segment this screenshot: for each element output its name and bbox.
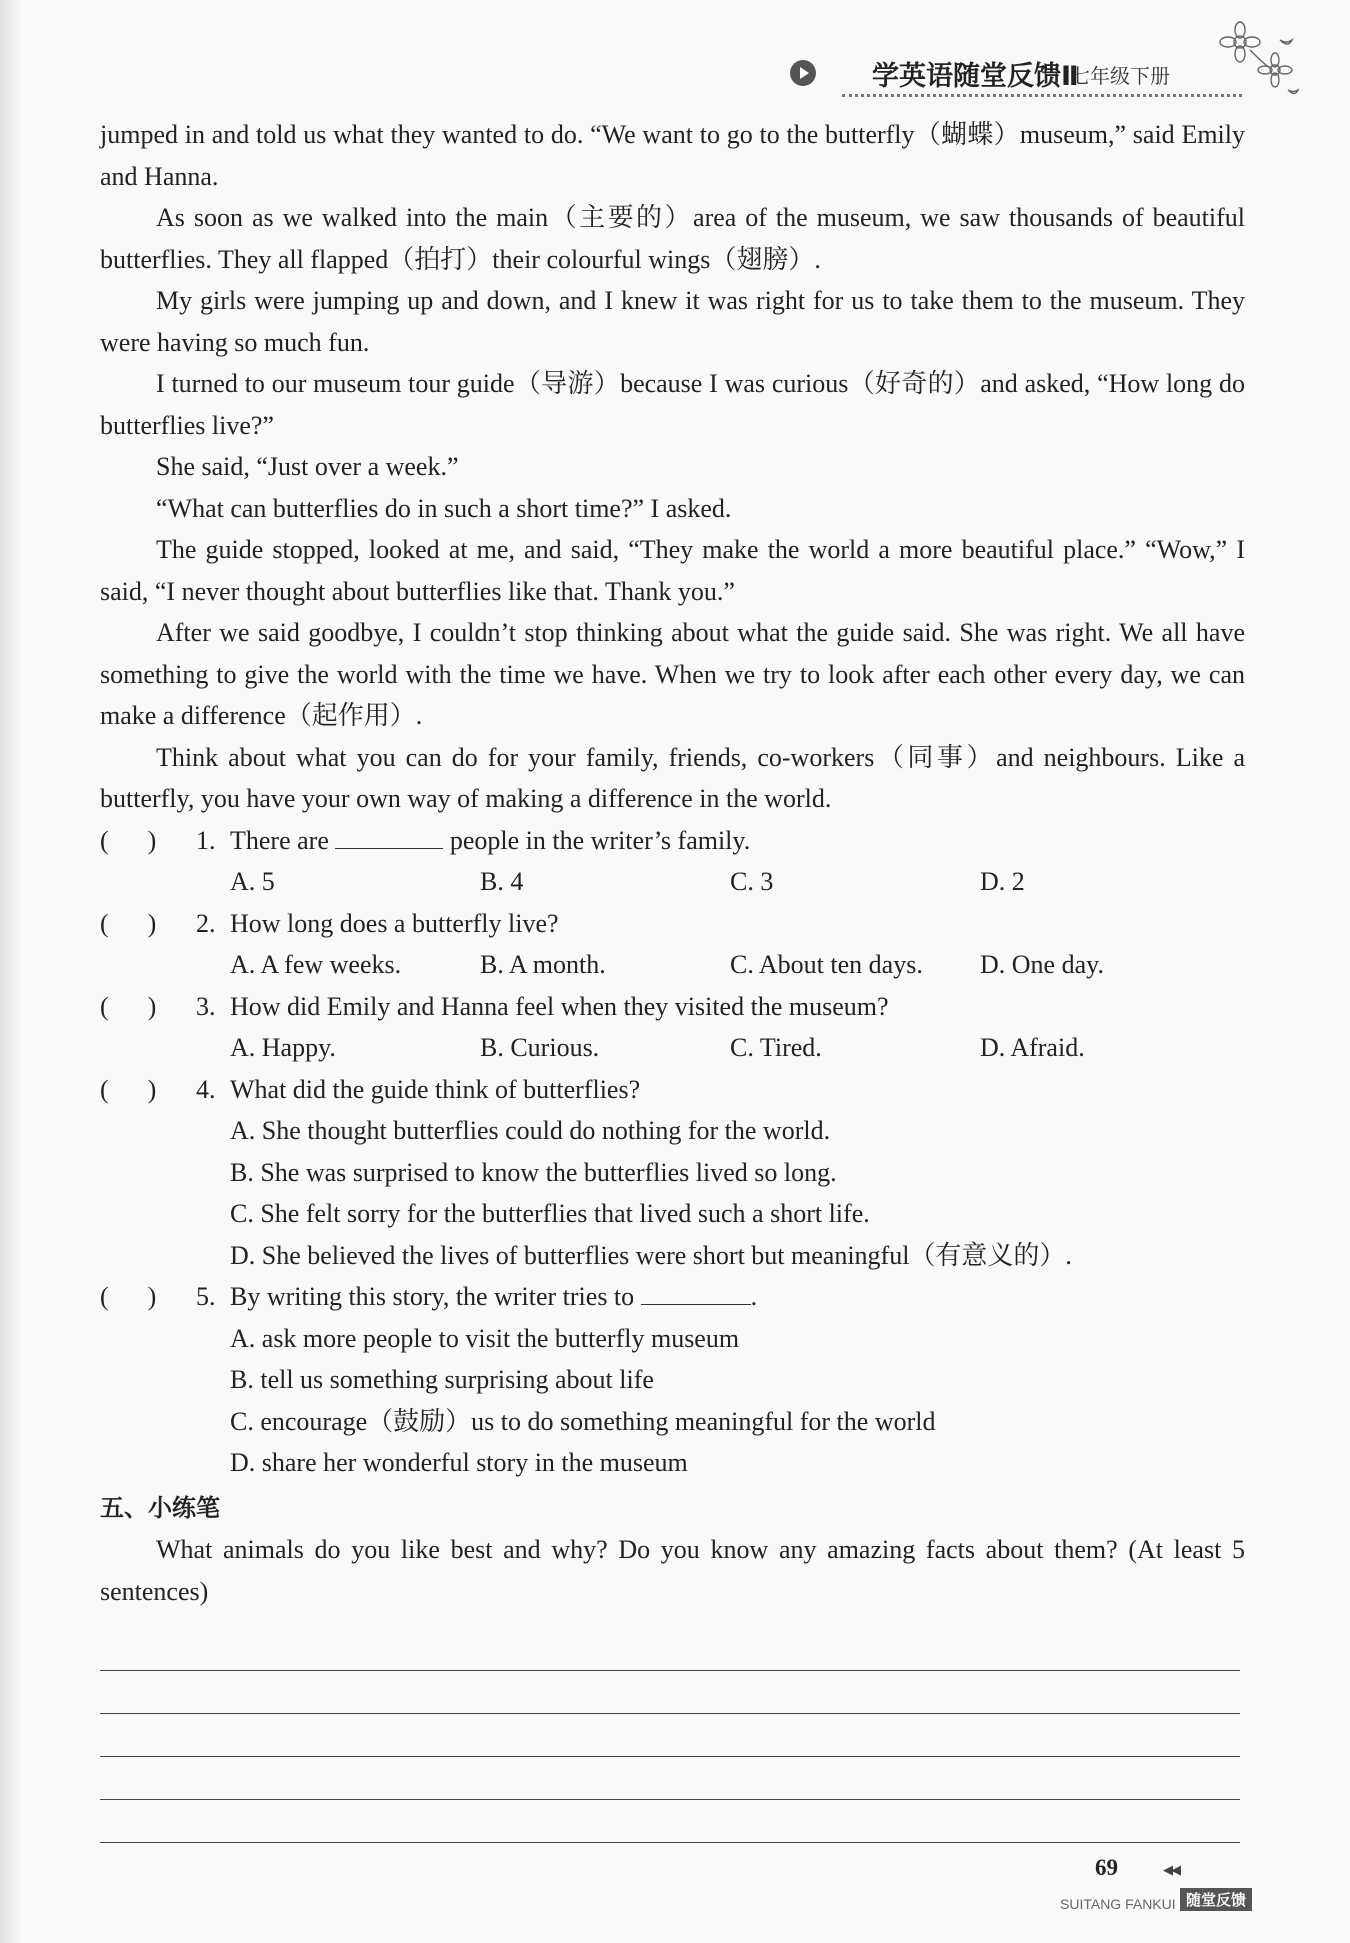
writing-line[interactable] [100, 1802, 1240, 1843]
passage-paragraph: jumped in and told us what they wanted to do. “We want to go to the butterfly（蝴蝶）museum,” said Emily and Hanna. [100, 120, 1245, 191]
answer-parentheses[interactable]: ( ) [100, 1074, 157, 1104]
question-stem [230, 820, 750, 862]
question-1 [100, 820, 1245, 862]
option-b: B. Curious. [480, 1033, 600, 1062]
passage-paragraph: I turned to our museum tour guide（导游）because I was curious（好奇的）and asked, “How long do butterflies live?” [100, 369, 1245, 440]
answer-blank[interactable] [335, 822, 443, 849]
question-stem-start: There are [230, 825, 329, 855]
passage-paragraph: Think about what you can do for your family, friends, co-workers（同事）and neighbours. Like a butterfly, you have your own way of making a difference in the world. [100, 742, 1245, 813]
option-a: A. A few weeks. [230, 950, 402, 979]
answer-parentheses[interactable]: ( ) [100, 908, 157, 938]
option-c: C. 3 [730, 867, 774, 896]
option-b: B. She was surprised to know the butterflies lived so long. [230, 1157, 837, 1187]
question-number: 3. [196, 991, 216, 1021]
question-5 [100, 1276, 1245, 1318]
option-a: A. Happy. [230, 1033, 336, 1062]
page-header [790, 50, 1260, 100]
writing-area[interactable] [100, 1630, 1245, 1843]
option-a: A. She thought butterflies could do nothing for the world. [230, 1116, 831, 1145]
footer-brand-cn: 随堂反馈 [1180, 1888, 1252, 1911]
passage-paragraph: “What can butterflies do in such a short time?” I asked. [156, 493, 732, 523]
question-number: 1. [196, 825, 216, 855]
writing-line[interactable] [100, 1673, 1240, 1714]
option-a: A. ask more people to visit the butterfly museum [230, 1323, 740, 1353]
option-b: B. 4 [480, 867, 524, 896]
writing-line[interactable] [100, 1759, 1240, 1800]
answer-blank[interactable] [641, 1278, 751, 1305]
question-2-options [100, 944, 1245, 986]
main-content [100, 114, 1245, 1845]
writing-prompt: What animals do you like best and why? Do you know any amazing facts about them? (At least 5 sentences) [100, 1535, 1245, 1606]
arrow-icon: ◀◀ [1163, 1862, 1179, 1877]
question-3-options [100, 1027, 1245, 1069]
question-stem-end: people in the writer’s family. [449, 825, 751, 855]
option-c: C. encourage（鼓励）us to do something meaningful for the world [230, 1406, 936, 1436]
page-number: 69 [1095, 1855, 1118, 1880]
question-2 [100, 903, 1245, 945]
option-d: D. She believed the lives of butterflies were short but meaningful（有意义的）. [230, 1240, 1072, 1270]
passage-paragraph: She said, “Just over a week.” [156, 452, 459, 481]
writing-line[interactable] [100, 1630, 1240, 1671]
option-a: A. 5 [230, 867, 275, 896]
question-stem-start: By writing this story, the writer tries to [230, 1282, 635, 1311]
flower-icon [1210, 20, 1310, 110]
question-stem: What did the guide think of butterflies? [230, 1074, 641, 1104]
question-number: 4. [196, 1074, 216, 1104]
question-stem: How long does a butterfly live? [230, 908, 559, 938]
option-c: C. Tired. [730, 1033, 822, 1062]
header-title: 学英语随堂反馈Ⅱ [872, 61, 1079, 92]
question-number: 5. [196, 1282, 216, 1311]
question-stem: How did Emily and Hanna feel when they visited the museum? [230, 991, 889, 1021]
header-divider [842, 94, 1242, 97]
option-c: C. About ten days. [730, 950, 923, 979]
answer-parentheses[interactable]: ( ) [100, 825, 157, 855]
question-1-options [100, 861, 1245, 903]
question-stem [230, 1276, 757, 1318]
passage-paragraph: My girls were jumping up and down, and I knew it was right for us to take them to the museum. They were having so much fun. [100, 286, 1245, 357]
option-d: D. 2 [980, 867, 1025, 896]
option-d: D. One day. [980, 950, 1104, 979]
answer-parentheses[interactable]: ( ) [100, 1282, 157, 1311]
header-subtitle: 七年级下册 [1070, 64, 1170, 88]
section-title: 五、小练笔 [100, 1493, 220, 1522]
play-icon [790, 60, 816, 86]
question-stem-end: . [750, 1282, 758, 1311]
writing-line[interactable] [100, 1716, 1240, 1757]
option-d: D. share her wonderful story in the museum [230, 1448, 688, 1477]
passage-paragraph: The guide stopped, looked at me, and said, “They make the world a more beautiful place.” “Wow,” I said, “I never thought about butterflies like that. Thank you.” [100, 535, 1245, 606]
option-c: C. She felt sorry for the butterflies that lived such a short life. [230, 1199, 870, 1228]
question-4 [100, 1069, 1245, 1111]
question-number: 2. [196, 908, 216, 938]
option-b: B. tell us something surprising about life [230, 1365, 654, 1394]
option-b: B. A month. [480, 950, 606, 979]
option-d: D. Afraid. [980, 1033, 1085, 1062]
passage-paragraph: After we said goodbye, I couldn’t stop thinking about what the guide said. She was right. We all have something to give the world with the time we have. When we try to look after each other every day, we can make a difference（起作用）. [100, 618, 1245, 730]
answer-parentheses[interactable]: ( ) [100, 991, 157, 1021]
question-3 [100, 986, 1245, 1028]
footer-brand-en: SUITANG FANKUI [1060, 1896, 1176, 1912]
passage-paragraph: As soon as we walked into the main（主要的）area of the museum, we saw thousands of beautiful butterflies. They all flapped（拍打）their colourful wings（翅膀）. [100, 203, 1245, 274]
